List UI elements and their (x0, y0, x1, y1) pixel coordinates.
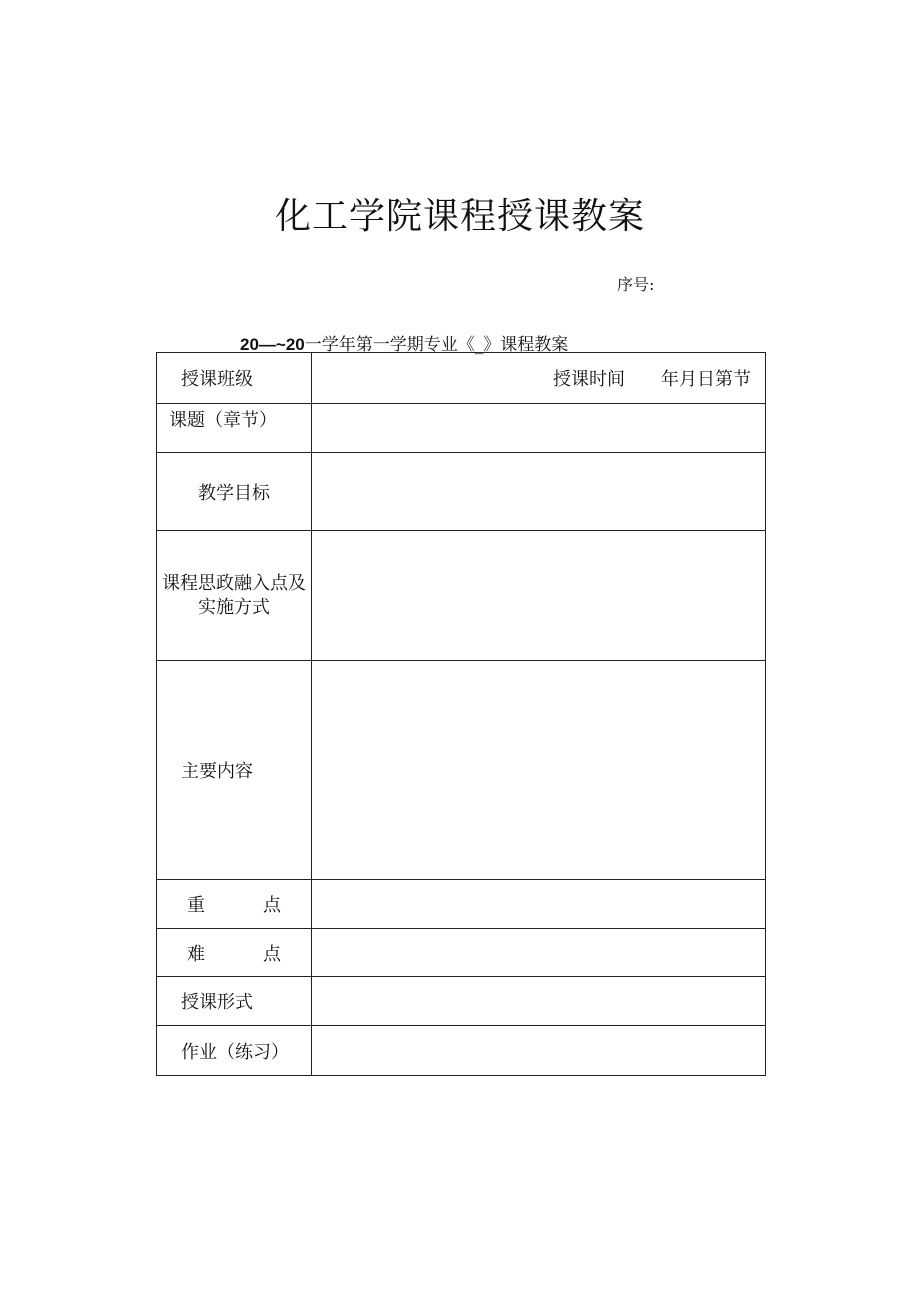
class-time-cell[interactable] (312, 353, 766, 404)
table-row-ideology (157, 531, 766, 661)
lesson-plan-table (156, 352, 766, 1076)
topic-label: 课题（章节） (157, 404, 312, 453)
teaching-form-label: 授课形式 (157, 977, 312, 1026)
key-points-char1: 重 (187, 895, 205, 916)
key-points-label (157, 880, 312, 929)
academic-year-text: 20—~20 (240, 335, 305, 354)
objectives-field[interactable] (312, 453, 766, 531)
main-content-label: 主要内容 (157, 661, 312, 880)
table-row-topic (157, 404, 766, 453)
table-row-class (157, 353, 766, 404)
difficult-points-char1: 难 (187, 943, 205, 965)
subtitle-rest-text: 一学年第一学期专业《_》课程教案 (304, 335, 569, 355)
difficult-points-field[interactable] (312, 929, 766, 977)
difficult-points-char2: 点 (263, 943, 281, 965)
table-row-key-points (157, 880, 766, 929)
topic-field[interactable] (312, 404, 766, 453)
key-points-field[interactable] (312, 880, 766, 929)
homework-field[interactable] (312, 1026, 766, 1076)
ideology-label (157, 531, 312, 661)
difficult-points-label-inner (157, 940, 311, 966)
key-points-char2: 点 (263, 895, 281, 916)
class-label: 授课班级 (157, 353, 312, 404)
ideology-label-line1: 课程思政融入点及 (162, 572, 306, 594)
key-points-label-inner (157, 891, 311, 917)
ideology-label-line2: 实施方式 (198, 596, 270, 618)
main-content-field[interactable] (312, 661, 766, 880)
time-label: 授课时间 (553, 369, 625, 390)
homework-label: 作业（练习） (157, 1026, 312, 1076)
table-row-main-content (157, 661, 766, 880)
objectives-label: 教学目标 (157, 453, 312, 531)
document-title: 化工学院课程授课教案 (274, 196, 645, 237)
table-row-difficult-points (157, 929, 766, 977)
ideology-field[interactable] (312, 531, 766, 661)
teaching-form-field[interactable] (312, 977, 766, 1026)
date-label: 年月日第节 (661, 369, 751, 390)
table-row-homework (157, 1026, 766, 1076)
serial-number-label: 序号: (617, 275, 655, 294)
difficult-points-label (157, 929, 312, 977)
table-row-teaching-form (157, 977, 766, 1026)
table-row-objectives (157, 453, 766, 531)
